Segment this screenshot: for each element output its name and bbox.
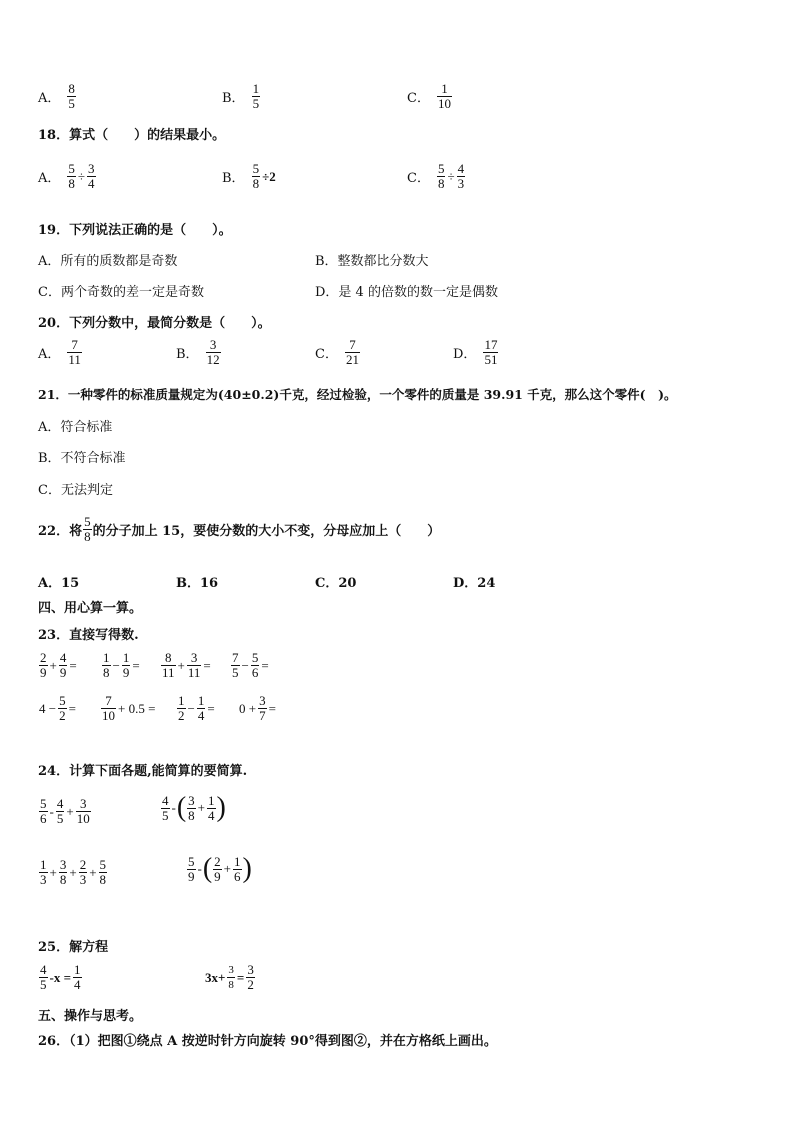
q23-expr-3: $\frac{8}{11}$ + $\frac{3}{11}$ =	[162, 650, 211, 680]
q18-option-a[interactable]: A． $\frac{5}{8}$ ÷ $\frac{3}{4}$	[38, 161, 95, 191]
q23-expr-4: $\frac{7}{5}$ − $\frac{5}{6}$ =	[232, 650, 269, 680]
q25-equation-2: 3x+ $\frac{3}{8}$ = $\frac{3}{2}$	[205, 962, 254, 992]
q19-option-d[interactable]: D．是 4 的倍数的数一定是偶数	[315, 285, 498, 300]
q21-stem: 21．一种零件的标准质量规定为(40±0.2)千克，经过检验，一个零件的质量是 39.91 千克，那么这个零件( )。	[38, 387, 677, 402]
option-label: C．	[407, 91, 430, 106]
q20-option-d[interactable]: D． $\frac{17}{51}$	[453, 337, 498, 367]
q20-option-c[interactable]: C． $\frac{7}{21}$	[315, 337, 359, 367]
q19-stem: 19．下列说法正确的是（ ）。	[38, 223, 232, 238]
q18-option-b[interactable]: B． $\frac{5}{8}$ ÷2	[222, 161, 276, 191]
q24-problem-2: $\frac{4}{5}$ - ( $\frac{3}{8}$ + $\frac{1}{4}$ )	[162, 792, 226, 823]
option-label: A．	[38, 91, 61, 106]
q22-stem: 22．将 $\frac{5}{8}$ 的分子加上 15，要使分数的大小不变，分母应加上（ ）	[38, 514, 441, 544]
q17-option-a[interactable]	[38, 82, 77, 111]
q18-stem: 18．算式（ ）的结果最小。	[38, 128, 226, 143]
q25-stem: 25．解方程	[38, 940, 109, 955]
q23-expr-2: $\frac{1}{8}$ − $\frac{1}{9}$ =	[103, 650, 140, 680]
q23-expr-5: 4 − $\frac{5}{2}$ =	[39, 693, 76, 723]
q25-equation-1: $\frac{4}{5}$ -x = $\frac{1}{4}$	[40, 962, 81, 992]
q19-option-c[interactable]: C．两个奇数的差一定是奇数	[38, 285, 204, 300]
q22-option-a[interactable]: A．15	[38, 576, 80, 591]
section-five-heading: 五、操作与思考。	[38, 1009, 143, 1024]
q19-option-b[interactable]: B．整数都比分数大	[315, 254, 429, 269]
q24-problem-1: $\frac{5}{6}$ - $\frac{4}{5}$ + $\frac{3}{10}$	[40, 796, 90, 826]
q21-option-b[interactable]: B．不符合标准	[38, 451, 126, 466]
q23-expr-8: 0 + $\frac{3}{7}$ =	[239, 693, 276, 723]
q23-expr-6: $\frac{7}{10}$ + 0.5 =	[102, 693, 156, 723]
q18-option-c[interactable]: C． $\frac{5}{8}$ ÷ $\frac{4}{3}$	[407, 161, 465, 191]
option-label: B．	[222, 91, 245, 106]
q21-option-c[interactable]: C．无法判定	[38, 483, 113, 498]
q19-option-a[interactable]: A．所有的质数都是奇数	[38, 254, 178, 269]
q17-option-b[interactable]	[222, 82, 261, 111]
q17-option-c[interactable]	[407, 82, 453, 111]
q24-problem-3: $\frac{1}{3}$ + $\frac{3}{8}$ + $\frac{2}{3}$ + $\frac{5}{8}$	[40, 857, 107, 887]
q20-stem: 20．下列分数中，最简分数是（ ）。	[38, 316, 271, 331]
q22-option-c[interactable]: C．20	[315, 576, 357, 591]
q22-option-d[interactable]: D．24	[453, 576, 496, 591]
q24-stem: 24．计算下面各题,能简算的要简算.	[38, 764, 248, 779]
q24-problem-4: $\frac{5}{9}$ - ( $\frac{2}{9}$ + $\frac{1}{6}$ )	[188, 853, 252, 884]
q26-stem: 26．（1）把图①绕点 A 按逆时针方向旋转 90°得到图②，并在方格纸上画出。	[38, 1034, 497, 1049]
fraction: $\frac{8}{5}$	[68, 81, 75, 111]
q23-stem: 23．直接写得数.	[38, 628, 139, 643]
q22-option-b[interactable]: B．16	[176, 576, 219, 591]
q23-expr-1: $\frac{2}{9}$ + $\frac{4}{9}$ =	[40, 650, 77, 680]
q23-expr-7: $\frac{1}{2}$ − $\frac{1}{4}$ =	[178, 693, 215, 723]
q20-option-a[interactable]: A． $\frac{7}{11}$	[38, 337, 81, 367]
q21-option-a[interactable]: A．符合标准	[38, 420, 113, 435]
fraction: $\frac{1}{5}$	[252, 81, 260, 111]
q20-option-b[interactable]: B． $\frac{3}{12}$	[176, 337, 220, 367]
section-four-heading: 四、用心算一算。	[38, 601, 143, 616]
fraction: $\frac{1}{10}$	[437, 81, 451, 111]
